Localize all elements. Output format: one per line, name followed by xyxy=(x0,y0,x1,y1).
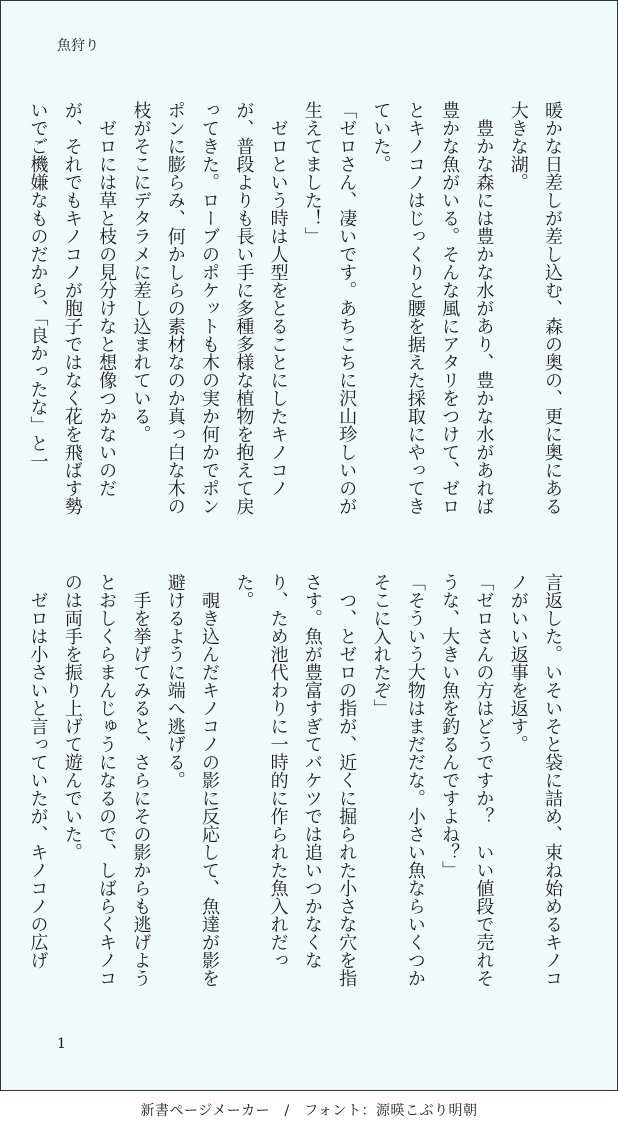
page-title: 魚狩り xyxy=(57,38,99,54)
paragraph: つ、とゼロの指が、近くに掘られた小さな穴を指さす。魚が豊富すぎてバケツでは追いつかなくなり、ため池代わりに一時的に作られた魚入れだった。 xyxy=(233,573,358,987)
page-number: 1 xyxy=(57,1036,66,1052)
footer-credit: 新書ページメーカー / フォント：源暎こぶり明朝 xyxy=(140,1103,478,1119)
paragraph: 豊かな森には豊かな水があり、豊かな水があれば豊かな魚がいる。そんな風にアタリをつけて、ゼロとキノコノはじっくりと腰を据えた採取にやってきていた。 xyxy=(370,101,495,515)
paragraph: ゼロには草と枝の見分けなと想像つかないのだが、それでもキノコノが胞子ではなく花を飛ばす勢いでご機嫌なものだから、「良かったな」と一 xyxy=(27,101,118,515)
paragraph: 言返した。いそいそと袋に詰め、束ね始めるキノコノがいい返事を返す。 xyxy=(507,573,563,987)
paragraph: 「ゼロさんの方はどうですか？ いい値段で売れそうな、大きい魚を釣るんですよね？」 xyxy=(439,573,495,987)
paragraph: 「ゼロさん、凄いです。あちこちに沢山珍しいのが生えてました！」 xyxy=(301,101,358,515)
text-block-lower xyxy=(27,573,569,1003)
paragraph: 手を挙げてみると、さらにその影からも逃げようとおしくらまんじゅうになるので、しばらくキノコのは両手を振り上げて遊んでいた。 xyxy=(61,573,152,987)
text-block-upper xyxy=(27,101,569,531)
paragraph: 暖かな日差しが差し込む、森の奥の、更に奥にある大きな湖。 xyxy=(507,101,563,515)
paragraph: ゼロは小さいと言っていたが、キノコノの広げ xyxy=(27,573,49,969)
paragraph: 覗き込んだキノコノの影に反応して、魚達が影を避けるように端へ逃げる。 xyxy=(164,573,221,987)
paragraph: 「そういう大物はまだだな。小さい魚ならいくつかそこに入れたぞ」 xyxy=(370,573,426,987)
paragraph: ゼロという時は人型をとることにしたキノコノが、普段よりも長い手に多種多様な植物を抱えて戻ってきた。ローブのポケットも木の実か何かでポンポンに膨らみ、何かしらの素材なのか真っ白な木の枝がそこにデタラメに差し込まれている。 xyxy=(130,101,289,515)
